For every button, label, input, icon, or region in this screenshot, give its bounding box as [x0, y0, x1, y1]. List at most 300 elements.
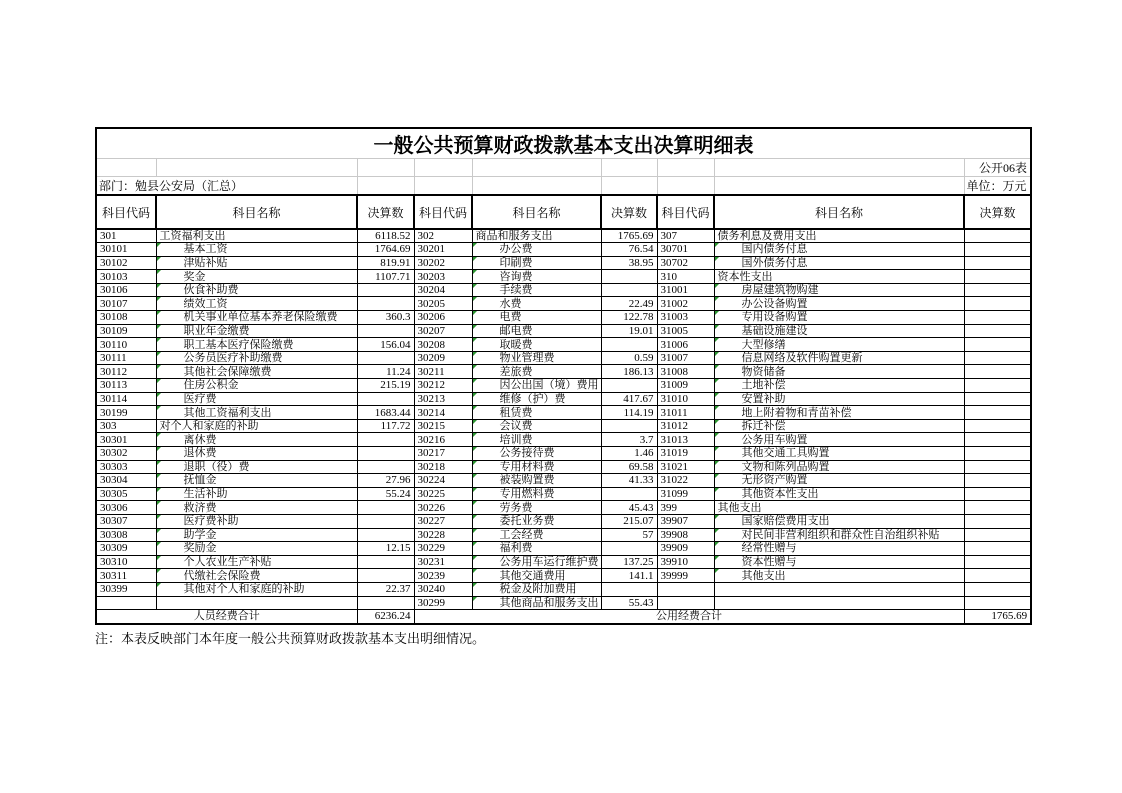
error-indicator-triangle-icon — [473, 325, 477, 329]
cell-subject-name: 医疗费 — [156, 392, 357, 406]
cell-amount: 57 — [601, 528, 657, 542]
cell-subject-name: 房屋建筑物购建 — [714, 283, 964, 297]
cell-amount — [357, 351, 414, 365]
cell-subject-code: 30202 — [414, 256, 472, 270]
column-header-code: 科目代码 — [96, 195, 156, 229]
department-label: 部门：勉县公安局（汇总） — [96, 177, 357, 196]
cell-subject-name: 办公费 — [472, 243, 601, 257]
error-indicator-triangle-icon — [473, 488, 477, 492]
error-indicator-triangle-icon — [473, 420, 477, 424]
error-indicator-triangle-icon — [157, 311, 161, 315]
table-row — [96, 365, 1031, 379]
cell-subject-code: 30311 — [96, 569, 156, 583]
cell-amount — [964, 406, 1031, 420]
error-indicator-triangle-icon — [157, 325, 161, 329]
error-indicator-triangle-icon — [715, 488, 719, 492]
cell-subject-name: 大型修缮 — [714, 338, 964, 352]
cell-subject-code: 30111 — [96, 351, 156, 365]
table-row — [96, 447, 1031, 461]
error-indicator-triangle-icon — [157, 365, 161, 369]
cell-amount — [357, 528, 414, 542]
cell-amount: 11.24 — [357, 365, 414, 379]
cell-amount — [964, 365, 1031, 379]
unit-label: 单位：万元 — [964, 177, 1031, 196]
error-indicator-triangle-icon — [157, 515, 161, 519]
error-indicator-triangle-icon — [715, 461, 719, 465]
cell-amount — [357, 324, 414, 338]
table-row — [96, 514, 1031, 528]
cell-subject-code: 30112 — [96, 365, 156, 379]
cell-amount: 137.25 — [601, 555, 657, 569]
personnel-total-label: 人员经费合计 — [96, 610, 357, 624]
table-row — [96, 243, 1031, 257]
cell-amount: 55.24 — [357, 487, 414, 501]
table-row — [96, 406, 1031, 420]
cell-amount: 1765.69 — [601, 229, 657, 243]
cell-subject-code: 30212 — [414, 379, 472, 393]
error-indicator-triangle-icon — [157, 297, 161, 301]
error-indicator-triangle-icon — [473, 406, 477, 410]
cell-subject-code: 30113 — [96, 379, 156, 393]
cell-amount — [964, 379, 1031, 393]
cell-subject-name: 资本性赠与 — [714, 555, 964, 569]
cell-subject-name: 国家赔偿费用支出 — [714, 514, 964, 528]
cell-subject-name: 税金及附加费用 — [472, 582, 601, 596]
cell-subject-name: 机关事业单位基本养老保险缴费 — [156, 311, 357, 325]
sheet-label-row — [96, 159, 1031, 177]
cell-subject-code: 31010 — [657, 392, 714, 406]
cell-subject-name: 专用材料费 — [472, 460, 601, 474]
cell-amount — [601, 283, 657, 297]
table-note: 注：本表反映部门本年度一般公共预算财政拨款基本支出明细情况。 — [95, 631, 486, 646]
table-row — [96, 324, 1031, 338]
cell-subject-name: 奖金 — [156, 270, 357, 284]
meta-cell — [472, 159, 601, 177]
cell-amount: 1683.44 — [357, 406, 414, 420]
cell-amount: 819.91 — [357, 256, 414, 270]
cell-amount — [964, 460, 1031, 474]
cell-subject-code: 30209 — [414, 351, 472, 365]
cell-subject-name: 维修（护）费 — [472, 392, 601, 406]
cell-subject-name: 奖励金 — [156, 542, 357, 556]
table-row — [96, 311, 1031, 325]
error-indicator-triangle-icon — [715, 284, 719, 288]
cell-subject-name: 公务员医疗补助缴费 — [156, 351, 357, 365]
cell-amount — [601, 270, 657, 284]
cell-subject-name: 办公设备购置 — [714, 297, 964, 311]
cell-subject-name: 电费 — [472, 311, 601, 325]
cell-subject-name: 水费 — [472, 297, 601, 311]
cell-subject-code: 30214 — [414, 406, 472, 420]
cell-amount — [357, 514, 414, 528]
cell-subject-code: 30228 — [414, 528, 472, 542]
cell-subject-name: 工会经费 — [472, 528, 601, 542]
meta-cell — [472, 177, 601, 196]
meta-cell — [96, 159, 156, 177]
meta-cell — [414, 159, 472, 177]
error-indicator-triangle-icon — [157, 352, 161, 356]
cell-subject-code: 30106 — [96, 283, 156, 297]
error-indicator-triangle-icon — [715, 433, 719, 437]
cell-amount — [601, 487, 657, 501]
error-indicator-triangle-icon — [715, 311, 719, 315]
error-indicator-triangle-icon — [715, 393, 719, 397]
cell-subject-name: 地上附着物和青苗补偿 — [714, 406, 964, 420]
cell-amount: 6118.52 — [357, 229, 414, 243]
cell-amount: 19.01 — [601, 324, 657, 338]
error-indicator-triangle-icon — [157, 393, 161, 397]
error-indicator-triangle-icon — [157, 461, 161, 465]
cell-subject-name: 退休费 — [156, 447, 357, 461]
error-indicator-triangle-icon — [157, 338, 161, 342]
table-row — [96, 555, 1031, 569]
error-indicator-triangle-icon — [157, 583, 161, 587]
meta-cell — [601, 159, 657, 177]
cell-subject-code: 31007 — [657, 351, 714, 365]
cell-subject-name: 个人农业生产补贴 — [156, 555, 357, 569]
cell-subject-name: 物资储备 — [714, 365, 964, 379]
cell-subject-name: 公务用车购置 — [714, 433, 964, 447]
cell-amount — [964, 501, 1031, 515]
cell-subject-name: 资本性支出 — [714, 270, 964, 284]
error-indicator-triangle-icon — [473, 474, 477, 478]
cell-subject-name: 手续费 — [472, 283, 601, 297]
table-row — [96, 379, 1031, 393]
error-indicator-triangle-icon — [715, 352, 719, 356]
table-row — [96, 528, 1031, 542]
error-indicator-triangle-icon — [473, 270, 477, 274]
public-total-label: 公用经费合计 — [414, 610, 964, 624]
cell-subject-name: 国内债务付息 — [714, 243, 964, 257]
cell-amount — [601, 379, 657, 393]
table-row — [96, 256, 1031, 270]
table-row — [96, 542, 1031, 556]
cell-subject-name — [156, 596, 357, 610]
cell-subject-code: 30299 — [414, 596, 472, 610]
cell-amount: 156.04 — [357, 338, 414, 352]
cell-subject-name: 其他资本性支出 — [714, 487, 964, 501]
budget-table — [95, 127, 1032, 625]
cell-amount: 76.54 — [601, 243, 657, 257]
table-row — [96, 569, 1031, 583]
cell-subject-code: 30203 — [414, 270, 472, 284]
public-total-amount: 1765.69 — [964, 610, 1031, 624]
cell-amount — [357, 569, 414, 583]
error-indicator-triangle-icon — [473, 284, 477, 288]
cell-subject-name: 救济费 — [156, 501, 357, 515]
cell-amount — [964, 487, 1031, 501]
cell-amount: 141.1 — [601, 569, 657, 583]
cell-subject-code: 31011 — [657, 406, 714, 420]
cell-subject-name: 离休费 — [156, 433, 357, 447]
cell-amount — [601, 419, 657, 433]
cell-subject-code: 307 — [657, 229, 714, 243]
error-indicator-triangle-icon — [473, 461, 477, 465]
table-row — [96, 596, 1031, 610]
cell-amount — [357, 447, 414, 461]
cell-subject-name: 商品和服务支出 — [472, 229, 601, 243]
error-indicator-triangle-icon — [157, 433, 161, 437]
cell-amount — [964, 433, 1031, 447]
cell-amount — [601, 542, 657, 556]
cell-subject-code: 30199 — [96, 406, 156, 420]
meta-cell — [657, 159, 714, 177]
cell-amount: 3.7 — [601, 433, 657, 447]
cell-subject-code: 39909 — [657, 542, 714, 556]
cell-amount — [357, 283, 414, 297]
cell-subject-code: 30102 — [96, 256, 156, 270]
error-indicator-triangle-icon — [157, 542, 161, 546]
error-indicator-triangle-icon — [157, 569, 161, 573]
table-row — [96, 474, 1031, 488]
cell-subject-name: 物业管理费 — [472, 351, 601, 365]
cell-subject-name: 基本工资 — [156, 243, 357, 257]
cell-amount: 122.78 — [601, 311, 657, 325]
cell-subject-name: 工资福利支出 — [156, 229, 357, 243]
cell-amount: 38.95 — [601, 256, 657, 270]
personnel-total-amount: 6236.24 — [357, 610, 414, 624]
cell-subject-code: 302 — [414, 229, 472, 243]
error-indicator-triangle-icon — [715, 257, 719, 261]
cell-amount: 1107.71 — [357, 270, 414, 284]
error-indicator-triangle-icon — [715, 569, 719, 573]
cell-subject-code: 31008 — [657, 365, 714, 379]
cell-subject-code: 39999 — [657, 569, 714, 583]
error-indicator-triangle-icon — [473, 311, 477, 315]
cell-subject-name: 咨询费 — [472, 270, 601, 284]
cell-subject-name: 被装购置费 — [472, 474, 601, 488]
cell-subject-code: 30218 — [414, 460, 472, 474]
cell-subject-code: 31021 — [657, 460, 714, 474]
cell-amount: 215.19 — [357, 379, 414, 393]
error-indicator-triangle-icon — [715, 406, 719, 410]
cell-subject-name: 生活补助 — [156, 487, 357, 501]
cell-amount — [357, 460, 414, 474]
cell-subject-name — [714, 596, 964, 610]
cell-amount — [964, 283, 1031, 297]
cell-subject-code: 30103 — [96, 270, 156, 284]
cell-amount: 69.58 — [601, 460, 657, 474]
column-header-code: 科目代码 — [414, 195, 472, 229]
cell-subject-code: 30206 — [414, 311, 472, 325]
error-indicator-triangle-icon — [715, 338, 719, 342]
cell-amount: 55.43 — [601, 596, 657, 610]
cell-subject-code: 31003 — [657, 311, 714, 325]
error-indicator-triangle-icon — [473, 257, 477, 261]
sheet-label: 公开06表 — [964, 159, 1031, 177]
error-indicator-triangle-icon — [715, 447, 719, 451]
cell-subject-name: 职业年金缴费 — [156, 324, 357, 338]
cell-subject-name: 医疗费补助 — [156, 514, 357, 528]
cell-amount — [964, 582, 1031, 596]
cell-subject-code: 30239 — [414, 569, 472, 583]
cell-amount: 360.3 — [357, 311, 414, 325]
cell-subject-name: 其他交通工具购置 — [714, 447, 964, 461]
cell-subject-code: 30211 — [414, 365, 472, 379]
error-indicator-triangle-icon — [715, 365, 719, 369]
table-row — [96, 338, 1031, 352]
error-indicator-triangle-icon — [157, 556, 161, 560]
cell-subject-code: 30701 — [657, 243, 714, 257]
cell-subject-name: 公务用车运行维护费 — [472, 555, 601, 569]
cell-subject-code: 30301 — [96, 433, 156, 447]
cell-subject-code: 30231 — [414, 555, 472, 569]
error-indicator-triangle-icon — [715, 243, 719, 247]
error-indicator-triangle-icon — [473, 556, 477, 560]
table-row — [96, 283, 1031, 297]
error-indicator-triangle-icon — [157, 501, 161, 505]
cell-amount — [964, 474, 1031, 488]
meta-cell — [357, 177, 414, 196]
cell-amount — [357, 596, 414, 610]
error-indicator-triangle-icon — [473, 542, 477, 546]
cell-subject-name: 住房公积金 — [156, 379, 357, 393]
cell-subject-code: 30207 — [414, 324, 472, 338]
table-row — [96, 270, 1031, 284]
cell-subject-name: 劳务费 — [472, 501, 601, 515]
cell-subject-name: 助学金 — [156, 528, 357, 542]
cell-subject-name: 培训费 — [472, 433, 601, 447]
cell-subject-code: 30303 — [96, 460, 156, 474]
cell-subject-code: 30114 — [96, 392, 156, 406]
error-indicator-triangle-icon — [157, 488, 161, 492]
cell-amount — [964, 392, 1031, 406]
cell-subject-name: 土地补偿 — [714, 379, 964, 393]
cell-amount — [964, 447, 1031, 461]
cell-subject-code: 30205 — [414, 297, 472, 311]
cell-amount — [964, 243, 1031, 257]
cell-subject-code: 30307 — [96, 514, 156, 528]
cell-amount — [357, 297, 414, 311]
table-row — [96, 351, 1031, 365]
cell-subject-code: 399 — [657, 501, 714, 515]
totals-row — [96, 610, 1031, 624]
error-indicator-triangle-icon — [157, 270, 161, 274]
error-indicator-triangle-icon — [157, 257, 161, 261]
cell-subject-code: 30107 — [96, 297, 156, 311]
meta-cell — [414, 177, 472, 196]
cell-subject-name: 其他支出 — [714, 569, 964, 583]
error-indicator-triangle-icon — [473, 365, 477, 369]
department-row — [96, 177, 1031, 196]
cell-amount: 27.96 — [357, 474, 414, 488]
table-row — [96, 392, 1031, 406]
cell-subject-code: 30225 — [414, 487, 472, 501]
cell-amount: 117.72 — [357, 419, 414, 433]
error-indicator-triangle-icon — [473, 501, 477, 505]
cell-subject-name: 印刷费 — [472, 256, 601, 270]
cell-subject-name: 经常性赠与 — [714, 542, 964, 556]
meta-cell — [601, 177, 657, 196]
cell-amount — [601, 582, 657, 596]
cell-subject-name: 会议费 — [472, 419, 601, 433]
column-header-row — [96, 195, 1031, 229]
error-indicator-triangle-icon — [715, 297, 719, 301]
error-indicator-triangle-icon — [473, 515, 477, 519]
error-indicator-triangle-icon — [157, 474, 161, 478]
cell-subject-name: 取暖费 — [472, 338, 601, 352]
meta-cell — [657, 177, 714, 196]
cell-subject-code: 30108 — [96, 311, 156, 325]
cell-amount — [964, 270, 1031, 284]
cell-subject-name: 拆迁补偿 — [714, 419, 964, 433]
cell-subject-code: 39908 — [657, 528, 714, 542]
error-indicator-triangle-icon — [715, 529, 719, 533]
column-header-name: 科目名称 — [156, 195, 357, 229]
cell-subject-code: 30229 — [414, 542, 472, 556]
cell-subject-code: 39910 — [657, 555, 714, 569]
cell-amount — [357, 555, 414, 569]
cell-subject-name: 文物和陈列品购置 — [714, 460, 964, 474]
error-indicator-triangle-icon — [473, 379, 477, 383]
meta-cell — [714, 159, 964, 177]
cell-subject-code: 30101 — [96, 243, 156, 257]
cell-amount — [964, 229, 1031, 243]
cell-subject-code: 31005 — [657, 324, 714, 338]
cell-subject-code: 31012 — [657, 419, 714, 433]
cell-subject-name: 专用设备购置 — [714, 311, 964, 325]
cell-subject-name: 对民间非营利组织和群众性自治组织补贴 — [714, 528, 964, 542]
cell-subject-code: 301 — [96, 229, 156, 243]
error-indicator-triangle-icon — [715, 556, 719, 560]
cell-amount — [964, 596, 1031, 610]
meta-cell — [714, 177, 964, 196]
cell-amount — [964, 351, 1031, 365]
cell-subject-code — [657, 582, 714, 596]
column-header-code: 科目代码 — [657, 195, 714, 229]
column-header-amount: 决算数 — [964, 195, 1031, 229]
cell-subject-code: 31001 — [657, 283, 714, 297]
cell-subject-code: 31002 — [657, 297, 714, 311]
cell-subject-code: 39907 — [657, 514, 714, 528]
cell-amount: 114.19 — [601, 406, 657, 420]
error-indicator-triangle-icon — [473, 243, 477, 247]
error-indicator-triangle-icon — [715, 542, 719, 546]
error-indicator-triangle-icon — [473, 597, 477, 601]
cell-subject-code: 31009 — [657, 379, 714, 393]
cell-subject-code: 30217 — [414, 447, 472, 461]
column-header-amount: 决算数 — [357, 195, 414, 229]
cell-amount: 417.67 — [601, 392, 657, 406]
cell-subject-name: 其他支出 — [714, 501, 964, 515]
cell-amount — [964, 311, 1031, 325]
table-row — [96, 501, 1031, 515]
cell-subject-code: 30208 — [414, 338, 472, 352]
error-indicator-triangle-icon — [473, 569, 477, 573]
error-indicator-triangle-icon — [473, 583, 477, 587]
cell-subject-name: 其他对个人和家庭的补助 — [156, 582, 357, 596]
column-header-amount: 决算数 — [601, 195, 657, 229]
cell-subject-name: 专用燃料费 — [472, 487, 601, 501]
cell-subject-name: 租赁费 — [472, 406, 601, 420]
cell-subject-name: 因公出国（境）费用 — [472, 379, 601, 393]
cell-subject-code: 31099 — [657, 487, 714, 501]
cell-subject-name: 其他工资福利支出 — [156, 406, 357, 420]
cell-subject-code: 310 — [657, 270, 714, 284]
cell-subject-name: 福利费 — [472, 542, 601, 556]
cell-subject-name: 邮电费 — [472, 324, 601, 338]
cell-amount — [964, 324, 1031, 338]
cell-subject-code: 30306 — [96, 501, 156, 515]
cell-subject-name: 职工基本医疗保险缴费 — [156, 338, 357, 352]
cell-amount: 215.07 — [601, 514, 657, 528]
cell-subject-name: 绩效工资 — [156, 297, 357, 311]
cell-amount — [964, 555, 1031, 569]
cell-subject-code: 30110 — [96, 338, 156, 352]
budget-sheet — [95, 127, 1030, 625]
error-indicator-triangle-icon — [473, 447, 477, 451]
cell-subject-name: 抚恤金 — [156, 474, 357, 488]
